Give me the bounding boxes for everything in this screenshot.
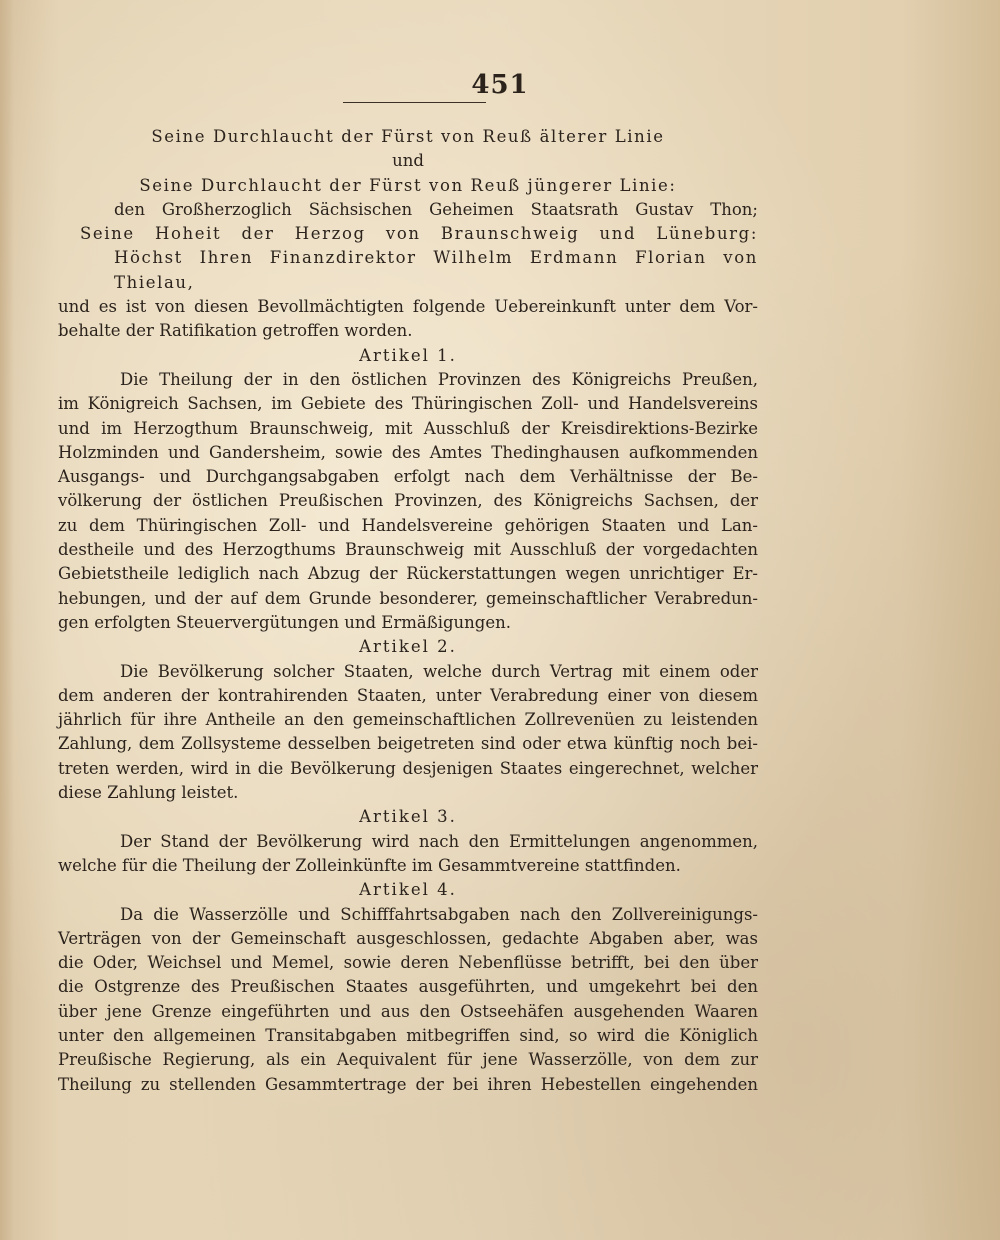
text-line: Holzminden und Gandersheim, sowie des Amtes Thedinghausen aufkommenden <box>58 442 758 462</box>
text-line: destheile und des Herzogthums Braunschweig mit Ausschluß der vorgedachten <box>58 540 758 560</box>
text-line: Höchst Ihren Finanzdirektor Wilhelm Erdmann Florian von <box>114 248 758 268</box>
text-line: und es ist von diesen Bevollmächtigten folgende Uebereinkunft unter dem Vor- <box>58 297 758 317</box>
text-line: treten werden, wird in die Bevölkerung desjenigen Staates eingerechnet, welcher <box>58 758 758 778</box>
text-line: Thielau, <box>114 272 195 292</box>
page-number: 451 <box>471 70 529 100</box>
text-line: Die Bevölkerung solcher Staaten, welche durch Vertrag mit einem oder <box>120 661 758 681</box>
text-line: jährlich für ihre Antheile an den gemeinschaftlichen Zollrevenüen zu leistenden <box>58 710 758 730</box>
text-line: diese Zahlung leistet. <box>58 783 239 803</box>
text-line: Ausgangs- und Durchgangsabgaben erfolgt nach dem Verhältnisse der Be- <box>58 467 758 487</box>
article-heading: Artikel 2. <box>359 637 457 657</box>
text-line: behalte der Ratifikation getroffen worden. <box>58 321 413 341</box>
text-line: und <box>392 151 424 171</box>
text-line: unter den allgemeinen Transitabgaben mitbegriffen sind, so wird die Königlich <box>58 1025 758 1045</box>
text-line: Zahlung, dem Zollsysteme desselben beigetreten sind oder etwa künftig noch bei- <box>58 734 758 754</box>
article-heading: Artikel 1. <box>359 345 457 365</box>
text-line: welche für die Theilung der Zolleinkünfte im Gesammtvereine stattfinden. <box>58 855 681 875</box>
article-heading: Artikel 3. <box>359 807 457 827</box>
text-line: den Großherzoglich Sächsischen Geheimen Staatsrath Gustav Thon; <box>114 199 758 219</box>
text-line: hebungen, und der auf dem Grunde besonderer, gemeinschaftlicher Verabredun- <box>58 588 758 608</box>
text-line: Seine Durchlaucht der Fürst von Reuß älterer Linie <box>151 127 665 146</box>
text-line: über jene Grenze eingeführten und aus den Ostseehäfen ausgehenden Waaren <box>58 1001 758 1021</box>
text-line: zu dem Thüringischen Zoll- und Handelsvereine gehörigen Staaten und Lan- <box>58 515 758 535</box>
text-line: die Oder, Weichsel und Memel, sowie deren Nebenflüsse betrifft, bei den über <box>58 953 758 973</box>
text-line: völkerung der östlichen Preußischen Provinzen, des Königreichs Sachsen, der <box>58 491 758 511</box>
text-line: Verträgen von der Gemeinschaft ausgeschlossen, gedachte Abgaben aber, was <box>58 928 758 948</box>
article-heading: Artikel 4. <box>359 880 457 900</box>
page-edge-shadow <box>0 0 14 1240</box>
header-rule <box>343 102 486 103</box>
text-line: Preußische Regierung, als ein Aequivalent für jene Wasserzölle, von dem zur <box>58 1050 758 1070</box>
text-line: Die Theilung der in den östlichen Provinzen des Königreichs Preußen, <box>120 369 758 389</box>
body-text <box>58 125 758 1097</box>
text-line: Da die Wasserzölle und Schifffahrtsabgaben nach den Zollvereinigungs- <box>120 904 758 924</box>
text-line: Der Stand der Bevölkerung wird nach den Ermittelungen angenommen, <box>120 831 758 851</box>
text-line: gen erfolgten Steuervergütungen und Ermäßigungen. <box>58 612 512 632</box>
text-line: und im Herzogthum Braunschweig, mit Ausschluß der Kreisdirektions-Bezirke <box>58 418 758 438</box>
text-line: Seine Durchlaucht der Fürst von Reuß jüngerer Linie: <box>139 175 677 195</box>
text-line: Seine Hoheit der Herzog von Braunschweig und Lüneburg: <box>80 224 758 244</box>
text-line: Theilung zu stellenden Gesammtertrage der bei ihren Hebestellen eingehenden <box>58 1074 758 1094</box>
text-line: die Ostgrenze des Preußischen Staates ausgeführten, und umgekehrt bei den <box>58 977 758 997</box>
text-line: Gebietstheile lediglich nach Abzug der Rückerstattungen wegen unrichtiger Er- <box>58 564 758 584</box>
text-line: dem anderen der kontrahirenden Staaten, unter Verabredung einer von diesem <box>58 685 758 705</box>
text-line: im Königreich Sachsen, im Gebiete des Thüringischen Zoll- und Handelsvereins <box>58 394 758 414</box>
